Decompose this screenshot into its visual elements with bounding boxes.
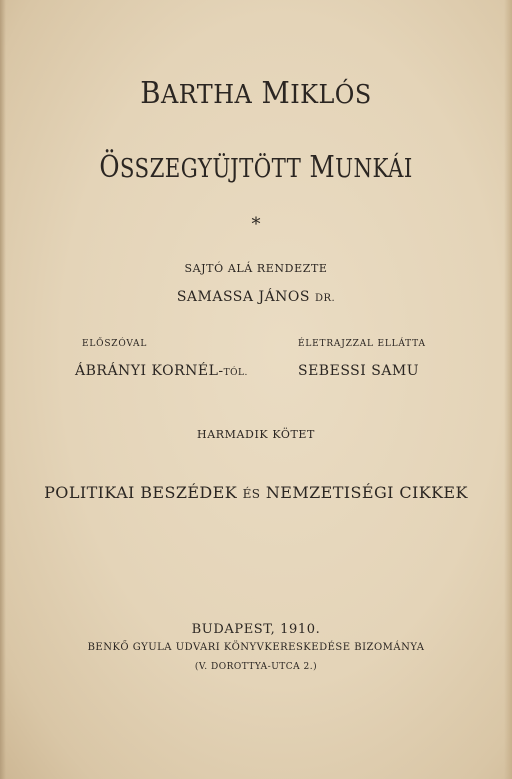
- imprint-publisher: BENKŐ GYULA UDVARI KÖNYVKERESKEDÉSE BIZOMÁNYA: [87, 642, 425, 653]
- subtitle-conjunction: ÉS: [242, 487, 261, 501]
- biography-author: SEBESSI SAMU: [298, 363, 420, 379]
- asterisk-ornament: *: [251, 214, 261, 235]
- foreword-suffix: TÓL.: [223, 368, 248, 378]
- foreword-name: ÁBRÁNYI KORNÉL-: [75, 363, 224, 379]
- editor-name: SAMASSA JÁNOS: [176, 289, 310, 305]
- editor-line: [0, 289, 512, 305]
- author-initial-b: B: [140, 76, 162, 111]
- work-title-rest-1: SSZEGYÜJTÖTT: [119, 154, 302, 184]
- volume-label: HARMADIK KÖTET: [197, 428, 315, 441]
- author-name: [20, 76, 491, 111]
- work-title-initial-1: Ö: [99, 150, 120, 185]
- author-second-rest: IKLÓS: [290, 80, 372, 110]
- work-title-rest-2: UNKÁI: [335, 154, 413, 184]
- volume-subtitle: [0, 483, 512, 502]
- biography-label: ÉLETRAJZZAL ELLÁTTA: [298, 339, 426, 349]
- imprint-address: (V. DOROTTYA-UTCA 2.): [194, 662, 318, 672]
- foreword-label: ELŐSZÓVAL: [82, 339, 148, 349]
- author-initial-m: M: [261, 76, 291, 111]
- author-first-rest: ARTHA: [161, 80, 253, 110]
- editor-label: SAJTÓ ALÁ RENDEZTE: [184, 262, 328, 275]
- editor-suffix: DR.: [314, 293, 336, 304]
- work-title: [46, 150, 466, 185]
- imprint-place-year: BUDAPEST, 1910.: [191, 622, 321, 637]
- subtitle-part-3: NEMZETISÉGI CIKKEK: [265, 483, 468, 502]
- subtitle-part-1: POLITIKAI BESZÉDEK: [44, 483, 238, 502]
- foreword-author: [75, 363, 248, 379]
- work-title-initial-2: M: [309, 150, 336, 185]
